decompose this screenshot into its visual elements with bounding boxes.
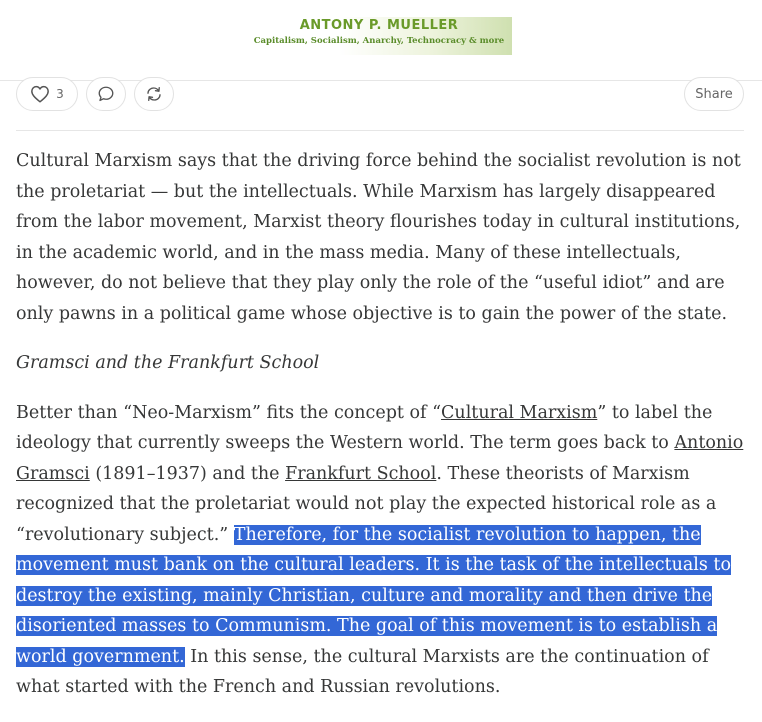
text-segment: (1891–1937) and the xyxy=(89,463,286,484)
text-segment: ” to label the ideology that currently sweeps the Western world. The term goes back to xyxy=(16,402,713,453)
site-header xyxy=(0,0,762,81)
text-segment: . These theorists of Marxism recognized that the proletariat would not play the expected historical role as a “revolutionary subject.” xyxy=(16,463,717,545)
text-segment: In this sense, the cultural Marxists are the continuation of what started with the French and Russian revolutions. xyxy=(16,646,709,697)
article-body xyxy=(16,146,751,722)
like-button[interactable] xyxy=(16,77,78,111)
link-cultural-marxism[interactable]: Cultural Marxism xyxy=(441,402,598,423)
refresh-icon xyxy=(145,85,163,103)
restack-button[interactable] xyxy=(134,77,174,111)
publication-title[interactable]: ANTONY P. MUELLER xyxy=(299,18,459,33)
share-button[interactable]: Share xyxy=(684,77,744,111)
paragraph-intro: Cultural Marxism says that the driving force behind the socialist revolution is not the proletariat — but the intellectuals. While Marxism has largely disappeared from the labor movement, Marxist theory flourishes today in cultural institutions, in the academic world, and in the mass media. Many of these intellectuals, however, do not believe that they play only the role of the “useful idiot” and are only pawns in a political game whose objective is to gain the power of the state. xyxy=(16,151,741,324)
paragraph-gramsci xyxy=(16,398,751,703)
publication-subtitle: Capitalism, Socialism, Anarchy, Technocracy & more xyxy=(253,36,505,46)
selected-text[interactable]: Therefore, for the socialist revolution to happen, the movement must bank on the cultural leaders. It is the task of the intellectuals to destroy the existing, mainly Christian, culture and morality and then drive the disoriented masses to Communism. The goal of this movement is to establish a world government. xyxy=(16,524,731,667)
divider xyxy=(16,130,744,131)
text-segment: Better than “Neo-Marxism” fits the concept of “ xyxy=(16,402,442,423)
section-heading: Gramsci and the Frankfurt School xyxy=(16,353,320,373)
heart-icon xyxy=(30,85,50,103)
link-antonio-gramsci[interactable]: Antonio Gramsci xyxy=(16,433,744,484)
comment-icon xyxy=(97,85,115,103)
like-count: 3 xyxy=(56,87,64,101)
link-frankfurt-school[interactable]: Frankfurt School xyxy=(285,463,437,484)
comment-button[interactable] xyxy=(86,77,126,111)
publication-logo[interactable] xyxy=(246,17,512,55)
post-actions-bar xyxy=(16,77,744,115)
